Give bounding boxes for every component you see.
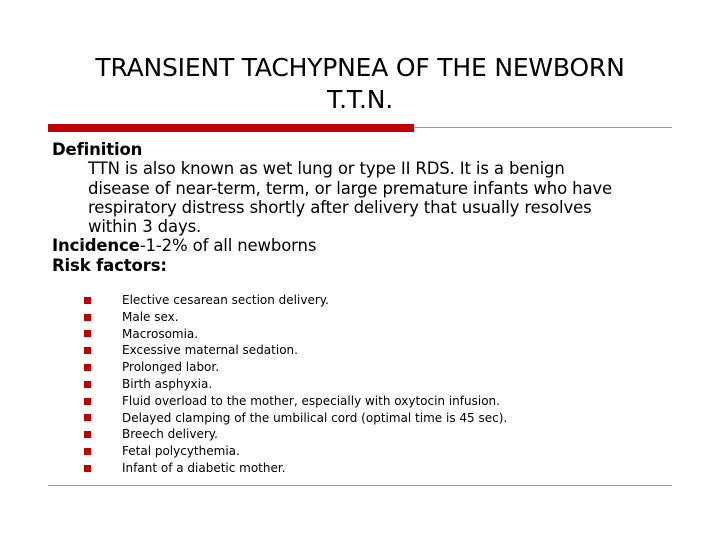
- list-item: [84, 460, 684, 477]
- risk-factor-text: Breech delivery.: [122, 427, 218, 442]
- risk-factor-text: Elective cesarean section delivery.: [122, 293, 329, 307]
- list-item: [84, 410, 684, 427]
- risk-factor-text: Fetal polycythemia.: [122, 444, 240, 459]
- risk-factor-text: Prolonged labor.: [122, 360, 220, 375]
- footer-rule: [48, 485, 672, 486]
- square-bullet-icon: [84, 465, 91, 472]
- title-underline-accent: [48, 124, 414, 132]
- risk-factor-text: Macrosomia.: [122, 326, 199, 341]
- definition-text: [52, 159, 682, 236]
- incidence-text: -1-2% of all newborns: [139, 236, 317, 256]
- list-item: [84, 326, 684, 343]
- definition-line: within 3 days.: [88, 217, 202, 237]
- risk-factor-text: Male sex.: [122, 309, 179, 324]
- definition-line: TTN is also known as wet lung or type II RDS. It is a benign: [88, 159, 565, 179]
- list-item: [84, 426, 684, 443]
- square-bullet-icon: [84, 330, 91, 337]
- risk-factor-text: Fluid overload to the mother, especially with oxytocin infusion.: [122, 393, 500, 408]
- risk-factor-text: Infant of a diabetic mother.: [122, 460, 286, 475]
- square-bullet-icon: [84, 347, 91, 354]
- risk-factors-heading: Risk factors:: [52, 255, 167, 275]
- slide-title-line-2: T.T.N.: [327, 85, 393, 114]
- square-bullet-icon: [84, 398, 91, 405]
- slide-body: [52, 140, 682, 275]
- square-bullet-icon: [84, 431, 91, 438]
- square-bullet-icon: [84, 297, 91, 304]
- definition-line: disease of near-term, term, or large premature infants who have: [88, 178, 613, 198]
- square-bullet-icon: [84, 364, 91, 371]
- slide-title-line-1: TRANSIENT TACHYPNEA OF THE NEWBORN: [95, 53, 625, 82]
- risk-factor-text: Delayed clamping of the umbilical cord (optimal time is 45 sec).: [122, 410, 508, 425]
- square-bullet-icon: [84, 414, 91, 421]
- definition-heading: Definition: [52, 140, 143, 159]
- risk-factor-text: Excessive maternal sedation.: [122, 343, 298, 358]
- title-underline-rule: [414, 127, 672, 128]
- square-bullet-icon: [84, 381, 91, 388]
- square-bullet-icon: [84, 314, 91, 321]
- list-item: [84, 376, 684, 393]
- list-item: [84, 359, 684, 376]
- list-item: [84, 393, 684, 410]
- risk-factor-text: Birth asphyxia.: [122, 376, 213, 391]
- definition-line: respiratory distress shortly after delivery that usually resolves: [88, 197, 592, 217]
- incidence-line: [52, 236, 682, 255]
- square-bullet-icon: [84, 448, 91, 455]
- list-item: [84, 292, 684, 309]
- slide-title: [40, 52, 680, 116]
- list-item: [84, 342, 684, 359]
- risk-factors-list: [84, 292, 684, 477]
- list-item: [84, 443, 684, 460]
- list-item: [84, 309, 684, 326]
- incidence-heading: Incidence: [52, 236, 140, 256]
